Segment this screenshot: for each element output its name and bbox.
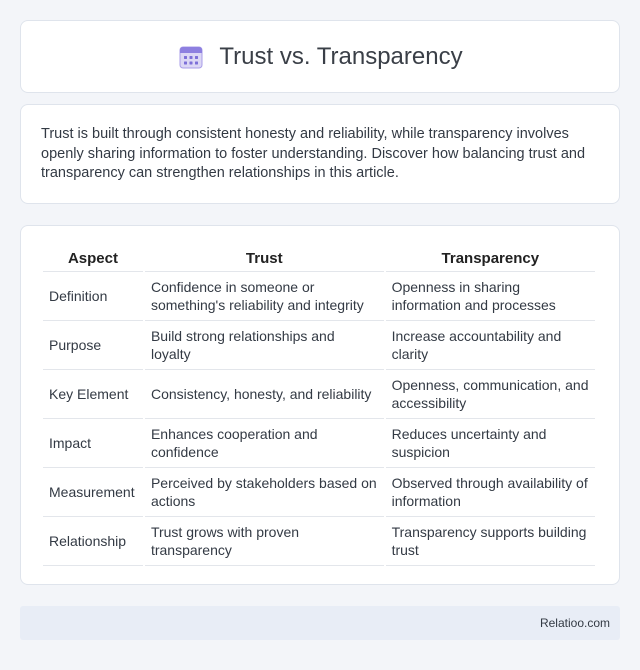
cell-aspect: Measurement: [43, 468, 143, 517]
table-row: [43, 517, 595, 566]
cell-trust: Trust grows with proven transparency: [145, 517, 384, 566]
cell-aspect: Key Element: [43, 370, 143, 419]
table-row: [43, 419, 595, 468]
cell-aspect: Impact: [43, 419, 143, 468]
cell-aspect: Relationship: [43, 517, 143, 566]
header-transparency: Transparency: [386, 246, 595, 272]
header-trust: Trust: [145, 246, 384, 272]
header-aspect: Aspect: [43, 246, 143, 272]
cell-trust: Perceived by stakeholders based on actions: [145, 468, 384, 517]
cell-transparency: Reduces uncertainty and suspicion: [386, 419, 595, 468]
table-row: [43, 370, 595, 419]
calendar-grid-icon: [177, 43, 205, 71]
cell-trust: Enhances cooperation and confidence: [145, 419, 384, 468]
table-header-row: [43, 246, 595, 272]
cell-trust: Confidence in someone or something's reliability and integrity: [145, 272, 384, 321]
intro-card: [20, 104, 620, 204]
cell-transparency: Transparency supports building trust: [386, 517, 595, 566]
table-row: [43, 272, 595, 321]
page-title: Trust vs. Transparency: [219, 42, 463, 70]
table-row: [43, 468, 595, 517]
cell-transparency: Openness in sharing information and processes: [386, 272, 595, 321]
footer-site-link[interactable]: Relatioo.com: [539, 616, 610, 630]
title-card: [20, 20, 620, 93]
comparison-table-card: [20, 225, 620, 585]
cell-aspect: Purpose: [43, 321, 143, 370]
intro-paragraph: Trust is built through consistent honesty and reliability, while transparency involves openly sharing information to foster understanding. Discover how balancing trust and transparency can strengthen relationships in this article.: [41, 126, 586, 181]
cell-transparency: Openness, communication, and accessibility: [386, 370, 595, 419]
cell-trust: Consistency, honesty, and reliability: [145, 370, 384, 419]
comparison-table: [41, 246, 597, 566]
footer: [20, 606, 620, 640]
cell-transparency: Increase accountability and clarity: [386, 321, 595, 370]
title-wrap: [177, 43, 462, 71]
cell-aspect: Definition: [43, 272, 143, 321]
cell-transparency: Observed through availability of information: [386, 468, 595, 517]
cell-trust: Build strong relationships and loyalty: [145, 321, 384, 370]
table-row: [43, 321, 595, 370]
